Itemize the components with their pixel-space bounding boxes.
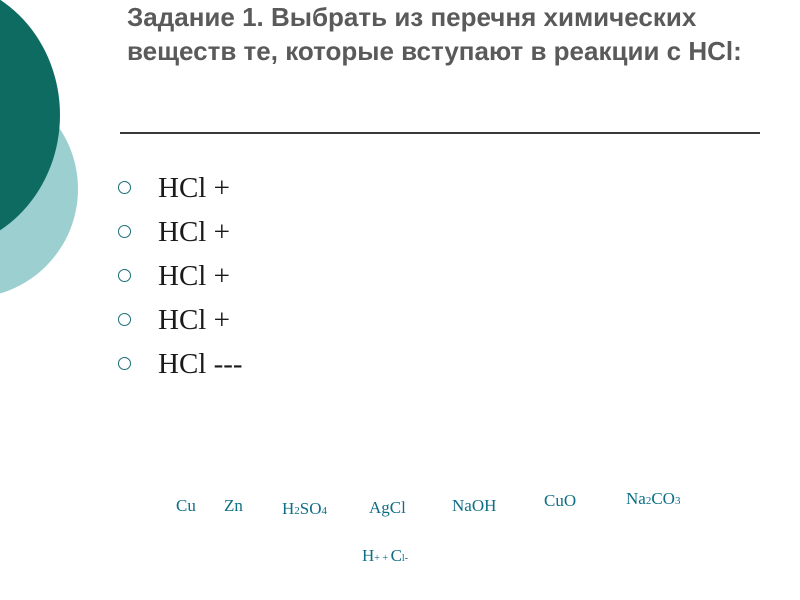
circle-bullet-icon	[118, 225, 131, 238]
ion-c: C	[390, 546, 402, 565]
substance-cuo[interactable]: CuO	[544, 491, 577, 510]
ion-l: l	[401, 553, 405, 564]
formula-part: H	[282, 499, 295, 518]
formula-index: 2	[645, 495, 652, 507]
substance-h2so4[interactable]	[282, 499, 327, 519]
list-item-text: HCl +	[158, 260, 230, 292]
list-item-text: HCl +	[158, 216, 230, 248]
formula-part: CO	[651, 489, 675, 508]
circle-bullet-icon	[118, 357, 131, 370]
circle-bullet-icon	[118, 269, 131, 282]
formula-index: 3	[674, 495, 681, 507]
ion-l-charge: -	[404, 553, 409, 564]
ion-h-charge: +	[374, 553, 380, 564]
substance-cu[interactable]: Cu	[176, 496, 196, 515]
substance-na2co3[interactable]	[626, 489, 680, 509]
title-divider	[120, 132, 760, 134]
ion-plus: +	[379, 553, 391, 564]
ion-h: H	[362, 546, 375, 565]
formula-part: Na	[626, 489, 646, 508]
list-item-text: HCl +	[158, 172, 230, 204]
circle-bullet-icon	[118, 313, 131, 326]
circle-bullet-icon	[118, 181, 131, 194]
formula-index: 2	[294, 505, 300, 517]
list-item-text: HCl ---	[158, 348, 243, 380]
substance-naoh[interactable]: NaOH	[452, 496, 497, 515]
formula-index: 4	[321, 505, 328, 517]
formula-part: SO	[299, 499, 322, 518]
slide-title: Задание 1. Выбрать из перечня химических веществ те, которые вступают в реакции с HCl:	[127, 2, 742, 66]
list-item-text: HCl +	[158, 304, 230, 336]
substance-agcl[interactable]: AgCl	[369, 498, 406, 517]
substance-zn[interactable]: Zn	[224, 496, 243, 515]
ion-equation	[362, 546, 408, 566]
